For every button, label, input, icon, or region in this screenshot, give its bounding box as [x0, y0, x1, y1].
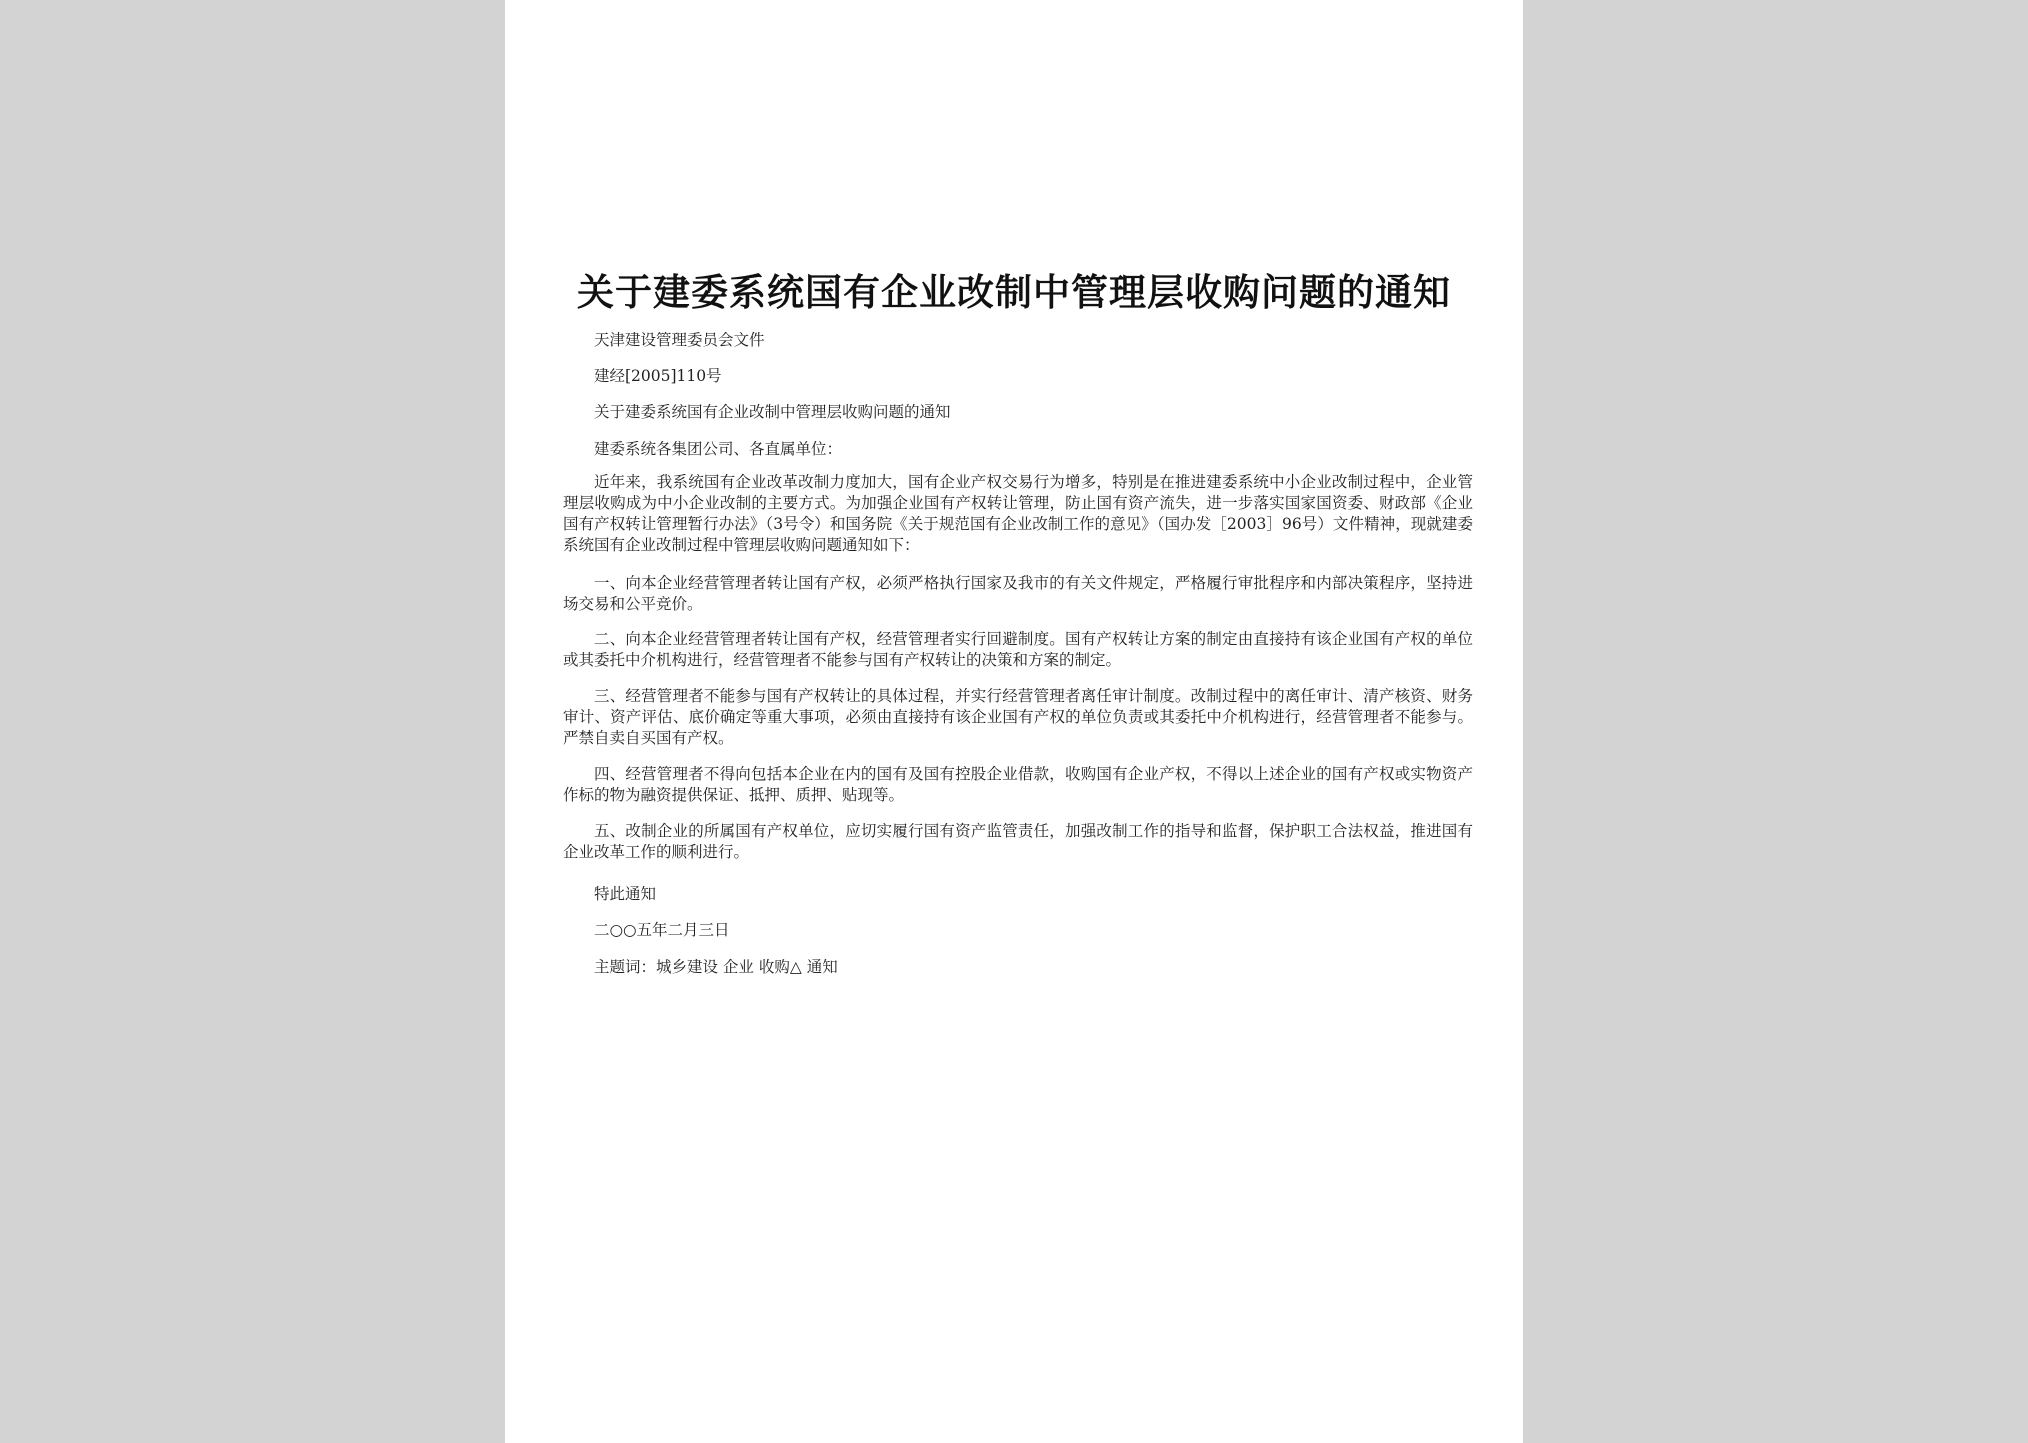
addressee-line: 建委系统各集团公司、各直属单位：: [594, 440, 843, 458]
issuer-line: 天津建设管理委员会文件: [594, 331, 765, 349]
paragraph-item-2: 二、向本企业经营管理者转让国有产权，经营管理者实行回避制度。国有产权转让方案的制定由直接持有该企业国有产权的单位或其委托中介机构进行，经营管理者不能参与国有产权转让的决策和方案的制定。: [563, 630, 1473, 669]
paragraph-item-4: 四、经营管理者不得向包括本企业在内的国有及国有控股企业借款，收购国有企业产权，不得以上述企业的国有产权或实物资产作标的物为融资提供保证、抵押、质押、贴现等。: [563, 765, 1473, 804]
paragraph-item-5: 五、改制企业的所属国有产权单位，应切实履行国有资产监管责任，加强改制工作的指导和监督，保护职工合法权益，推进国有企业改革工作的顺利进行。: [563, 822, 1473, 861]
paragraph-item-3: 三、经营管理者不能参与国有产权转让的具体过程，并实行经营管理者离任审计制度。改制过程中的离任审计、清产核资、财务审计、资产评估、底价确定等重大事项，必须由直接持有该企业国有产权的单位负责或其委托中介机构进行，经营管理者不能参与。严禁自卖自买国有产权。: [563, 687, 1473, 747]
paragraph-item-1: 一、向本企业经营管理者转让国有产权，必须严格执行国家及我市的有关文件规定，严格履行审批程序和内部决策程序，坚持进场交易和公平竞价。: [563, 574, 1473, 613]
closing-line: 特此通知: [594, 885, 657, 903]
keywords-line: 主题词：城乡建设 企业 收购△ 通知: [594, 958, 838, 976]
document-title: 关于建委系统国有企业改制中管理层收购问题的通知: [577, 271, 1451, 314]
document-subtitle: 关于建委系统国有企业改制中管理层收购问题的通知: [594, 403, 951, 421]
date-line: 二○○五年二月三日: [594, 921, 730, 939]
document-page: [505, 0, 1523, 1443]
paragraph-intro: 近年来，我系统国有企业改革改制力度加大，国有企业产权交易行为增多，特别是在推进建委系统中小企业改制过程中，企业管理层收购成为中小企业改制的主要方式。为加强企业国有产权转让管理，防止国有资产流失，进一步落实国家国资委、财政部《企业国有产权转让管理暂行办法》（3号令）和国务院《关于规范国有企业改制工作的意见》（国办发［2003］96号）文件精神，现就建委系统国有企业改制过程中管理层收购问题通知如下：: [563, 473, 1473, 554]
document-number: 建经[2005]110号: [594, 367, 722, 385]
